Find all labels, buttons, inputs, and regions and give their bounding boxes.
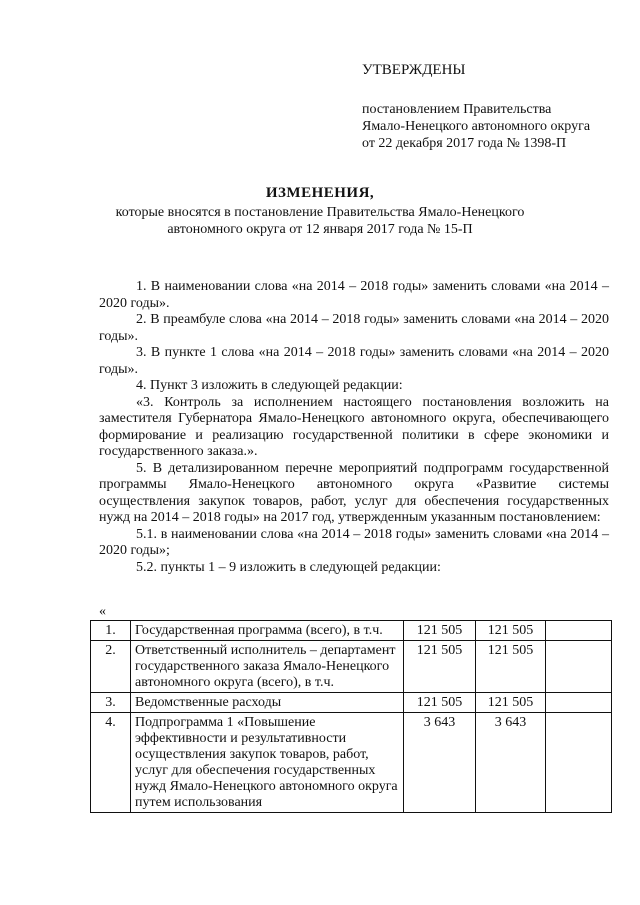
paragraph-4: 4. Пункт 3 изложить в следующей редакции: [136, 378, 403, 393]
title-subline-2: автономного округа от 12 января 2017 года № 15-П [167, 222, 473, 237]
table-row [91, 641, 612, 693]
document-title [0, 185, 640, 238]
row-number: 3. [91, 693, 131, 713]
row-description: Ответственный исполнитель – департамент государственного заказа Ямало-Ненецкого автономного округа (всего), в т.ч. [131, 641, 404, 693]
approval-line-2: Ямало-Ненецкого автономного округа [362, 119, 591, 134]
title-subline-1: которые вносятся в постановление Правительства Ямало-Ненецкого [115, 205, 525, 220]
table-row [91, 621, 612, 641]
row-number: 4. [91, 713, 131, 813]
paragraph-5: «3. Контроль за исполнением настоящего постановления возложить на заместителя Губернатора Ямало-Ненецкого автономного округа, обеспечивающего формирование и реализацию государственной политики в сфере экономики и государственного заказа.». [99, 394, 609, 459]
program-table [90, 620, 612, 813]
approval-block [362, 62, 590, 152]
approved-label: УТВЕРЖДЕНЫ [362, 62, 466, 78]
document-body [99, 279, 609, 576]
row-description: Подпрограмма 1 «Повышение эффективности и результативности осуществления закупок товаров, работ, услуг для обеспечения государственных нужд Ямало-Ненецкого автономного округа путем использования [131, 713, 404, 813]
row-number: 1. [91, 621, 131, 641]
row-description: Государственная программа (всего), в т.ч. [131, 621, 404, 641]
paragraph-7: 5.1. в наименовании слова «на 2014 – 2018 годы» заменить словами «на 2014 – 2020 годы»; [99, 526, 609, 558]
table-row [91, 693, 612, 713]
row-description: Ведомственные расходы [131, 693, 404, 713]
paragraph-2: 2. В преамбуле слова «на 2014 – 2018 годы» заменить словами «на 2014 – 2020 годы». [99, 312, 609, 344]
row-value-1: 121 505 [404, 621, 476, 641]
paragraph-1: 1. В наименовании слова «на 2014 – 2018 годы» заменить словами «на 2014 – 2020 годы». [99, 279, 609, 311]
row-value-3 [546, 641, 612, 693]
table-row [91, 713, 612, 813]
paragraph-3: 3. В пункте 1 слова «на 2014 – 2018 годы» заменить словами «на 2014 – 2020 годы». [99, 345, 609, 377]
opening-quote: « [99, 604, 106, 619]
row-value-3 [546, 693, 612, 713]
row-value-1: 121 505 [404, 693, 476, 713]
row-value-2: 121 505 [476, 621, 546, 641]
paragraph-8: 5.2. пункты 1 – 9 изложить в следующей редакции: [136, 559, 441, 575]
paragraph-6: 5. В детализированном перечне мероприятий подпрограмм государственной программы Ямало-Ненецкого автономного округа «Развитие системы осуществления закупок товаров, работ, услуг для обеспечения государственных нужд на 2014 – 2018 годы» на 2017 год, утвержденным указанным постановлением: [99, 460, 609, 525]
row-number: 2. [91, 641, 131, 693]
row-value-2: 121 505 [476, 641, 546, 693]
title-heading: ИЗМЕНЕНИЯ, [265, 185, 375, 201]
approval-line-1: постановлением Правительства [362, 102, 552, 117]
row-value-3 [546, 713, 612, 813]
row-value-3 [546, 621, 612, 641]
row-value-2: 121 505 [476, 693, 546, 713]
row-value-1: 3 643 [404, 713, 476, 813]
row-value-2: 3 643 [476, 713, 546, 813]
row-value-1: 121 505 [404, 641, 476, 693]
approval-line-3: от 22 декабря 2017 года № 1398-П [362, 136, 567, 151]
